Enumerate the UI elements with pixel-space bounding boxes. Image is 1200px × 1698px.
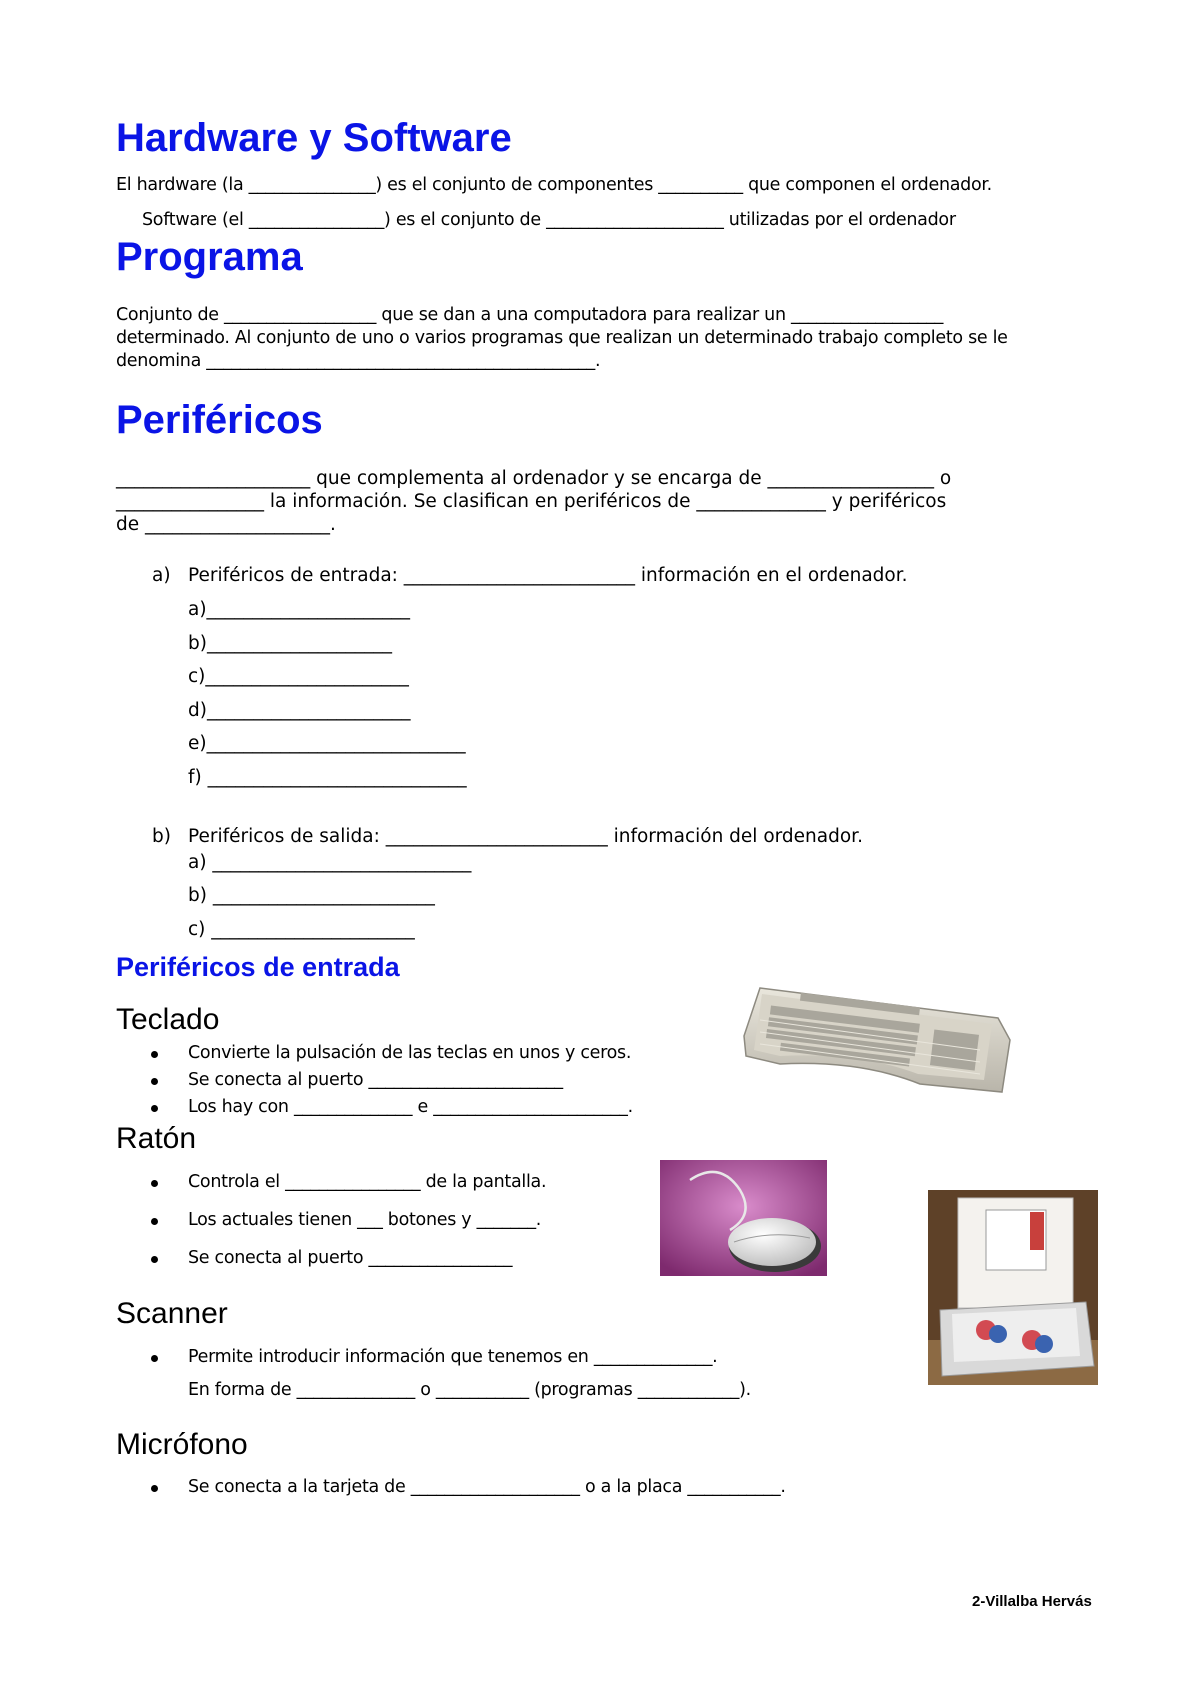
list-item: a) ____________________________ <box>188 852 472 873</box>
hardware-definition: El hardware (la _______________) es el conjunto de componentes __________ que componen el ordenador. <box>116 175 992 195</box>
bullet-item: Los actuales tienen ___ botones y _______. <box>188 1210 542 1230</box>
mouse-photo <box>660 1160 827 1276</box>
subtitle-perifericos-entrada: Periféricos de entrada <box>116 952 400 982</box>
bullet-item: Controla el ________________ de la pantalla. <box>188 1172 547 1192</box>
title-perifericos: Periféricos <box>116 398 323 442</box>
keyboard-photo <box>740 980 1015 1102</box>
list-item: f) ____________________________ <box>188 767 467 788</box>
list-item: c) ______________________ <box>188 919 415 940</box>
list-item: b)____________________ <box>188 633 392 654</box>
heading-scanner: Scanner <box>116 1297 228 1330</box>
list-item: b) ________________________ <box>188 885 435 906</box>
bullet-item: Los hay con ______________ e _______________________. <box>188 1097 633 1117</box>
perifericos-line-1: _____________________ que complementa al ordenador y se encarga de __________________ o <box>116 468 952 489</box>
scanner-continuation: En forma de ______________ o ___________ (programas ____________). <box>188 1380 751 1400</box>
list-item: e)____________________________ <box>188 733 466 754</box>
heading-raton: Ratón <box>116 1122 197 1155</box>
perifericos-line-2: ________________ la información. Se clasifican en periféricos de ______________ y periféricos <box>116 491 947 512</box>
perifericos-line-3: de ____________________. <box>116 514 336 535</box>
programa-line-2: determinado. Al conjunto de uno o varios programas que realizan un determinado trabajo completo se le <box>116 328 1008 348</box>
title-hardware-software: Hardware y Software <box>116 116 512 160</box>
bullet-item: Se conecta a la tarjeta de ____________________ o a la placa ___________. <box>188 1477 786 1497</box>
heading-microfono: Micrófono <box>116 1428 248 1461</box>
entrada-marker: a) <box>152 565 171 586</box>
heading-teclado: Teclado <box>116 1003 220 1036</box>
bullet-item: Permite introducir información que tenemos en ______________. <box>188 1347 718 1367</box>
bullet-item: Se conecta al puerto _______________________ <box>188 1070 563 1090</box>
programa-line-3: denomina ______________________________________________. <box>116 351 601 371</box>
list-item: c)______________________ <box>188 666 409 687</box>
title-programa: Programa <box>116 235 303 279</box>
bullet-item: Se conecta al puerto _________________ <box>188 1248 513 1268</box>
programa-line-1: Conjunto de __________________ que se dan a una computadora para realizar un __________________ <box>116 305 944 325</box>
salida-definition: Periféricos de salida: ________________________ información del ordenador. <box>188 826 863 847</box>
software-definition: Software (el ________________) es el conjunto de _____________________ utilizadas por el ordenador <box>142 210 956 230</box>
list-item: a)______________________ <box>188 599 411 620</box>
scanner-photo <box>928 1190 1098 1385</box>
bullet-item: Convierte la pulsación de las teclas en unos y ceros. <box>188 1043 632 1063</box>
entrada-definition: Periféricos de entrada: _________________________ información en el ordenador. <box>188 565 908 586</box>
salida-marker: b) <box>152 826 171 847</box>
footer-author: 2-Villalba Hervás <box>972 1593 1092 1610</box>
list-item: d)______________________ <box>188 700 411 721</box>
